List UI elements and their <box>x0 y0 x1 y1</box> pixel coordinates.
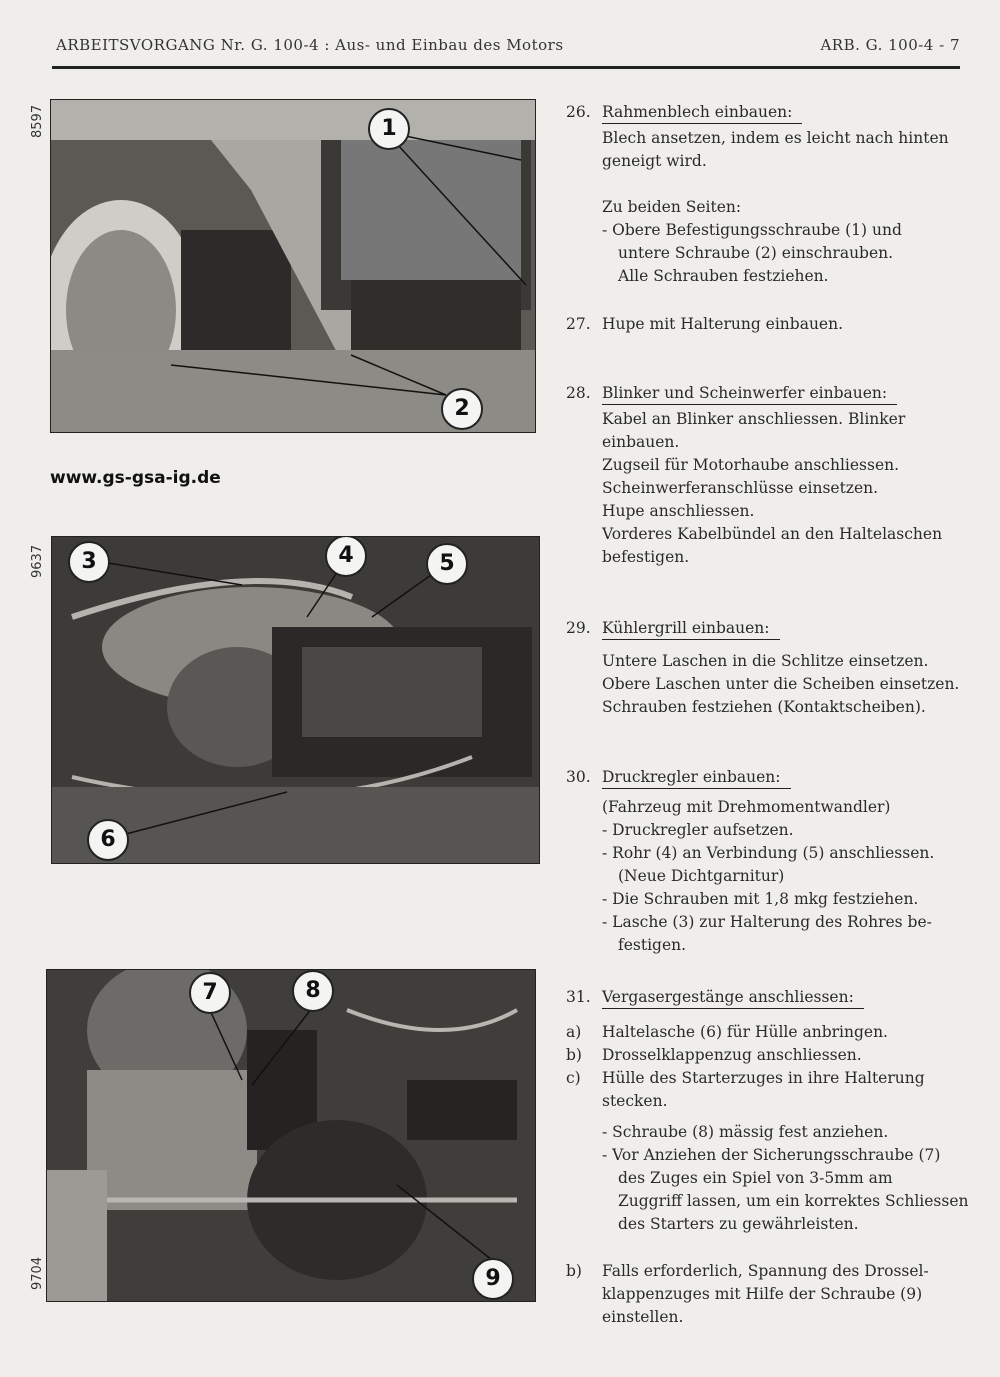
item-text: Hülle des Starterzuges in ihre Halterung <box>602 1069 925 1087</box>
step-28-line: Vorderes Kabelbündel an den Haltelaschen <box>602 525 943 543</box>
step-26-line: Alle Schrauben festziehen. <box>618 267 829 285</box>
step-26-body <box>602 127 982 288</box>
step-26-line: geneigt wird. <box>602 152 707 170</box>
step-28-line: Kabel an Blinker anschliessen. Blinker <box>602 410 906 428</box>
step-31-line: - Vor Anziehen der Sicherungsschraube (7) <box>602 1146 941 1164</box>
step-30-line: - Lasche (3) zur Halterung des Rohres be- <box>602 913 932 931</box>
item-label: b) <box>566 1046 582 1064</box>
step-28-title-text: Blinker und Scheinwerfer einbauen: <box>602 384 897 405</box>
step-29-number: 29. <box>566 619 591 637</box>
step-26-number: 26. <box>566 103 591 121</box>
photo-3-graphic <box>47 970 535 1301</box>
callout-6: 6 <box>87 819 129 861</box>
item-text: Drosselklappenzug anschliessen. <box>602 1046 862 1064</box>
step-29-line: Untere Laschen in die Schlitze einsetzen. <box>602 652 929 670</box>
callout-1: 1 <box>368 108 410 150</box>
item-label: c) <box>566 1069 581 1087</box>
callout-4: 4 <box>325 536 367 577</box>
item-text: Falls erforderlich, Spannung des Drossel- <box>602 1262 929 1280</box>
step-30-number: 30. <box>566 768 591 786</box>
photo-carburetor <box>46 969 536 1302</box>
photo-number-2: 9637 <box>30 544 45 578</box>
item-text: stecken. <box>602 1092 668 1110</box>
callout-9: 9 <box>472 1258 514 1300</box>
step-29-title <box>602 617 780 640</box>
step-29-line: Schrauben festziehen (Kontaktscheiben). <box>602 698 926 716</box>
step-31-details <box>602 1121 982 1236</box>
item-text: Haltelasche (6) für Hülle anbringen. <box>602 1023 888 1041</box>
step-27-number: 27. <box>566 315 591 333</box>
step-29-title-text: Kühlergrill einbauen: <box>602 619 780 640</box>
callout-3: 3 <box>68 541 110 583</box>
step-28-title <box>602 382 897 405</box>
step-30-line: (Neue Dichtgarnitur) <box>618 867 785 885</box>
step-26-line: untere Schraube (2) einschrauben. <box>618 244 894 262</box>
step-31-item-a <box>566 1021 888 1044</box>
step-28-body <box>602 408 982 569</box>
step-31-line: des Starters zu gewährleisten. <box>618 1215 859 1233</box>
callout-7: 7 <box>189 972 231 1014</box>
header-title: ARBEITSVORGANG Nr. G. 100-4 : Aus- und Einbau des Motors <box>56 36 564 54</box>
step-26-line: Blech ansetzen, indem es leicht nach hinten <box>602 129 949 147</box>
photo-number-3: 9704 <box>30 1256 45 1290</box>
step-31-item-c <box>566 1067 925 1113</box>
step-30-line: - Rohr (4) an Verbindung (5) anschliessen. <box>602 844 935 862</box>
step-31-title <box>602 986 864 1009</box>
photo-engine-bay-1 <box>50 99 536 433</box>
callout-5: 5 <box>426 543 468 585</box>
item-label: a) <box>566 1023 582 1041</box>
step-30-line: festigen. <box>618 936 687 954</box>
photo-2-graphic <box>52 537 539 863</box>
step-30-line: - Die Schrauben mit 1,8 mkg festziehen. <box>602 890 919 908</box>
step-26-line: - Obere Befestigungsschraube (1) und <box>602 221 902 239</box>
step-31-number: 31. <box>566 988 591 1006</box>
callout-8: 8 <box>292 970 334 1012</box>
header-page-ref: ARB. G. 100-4 - 7 <box>820 36 960 54</box>
step-29-body <box>602 650 982 719</box>
step-31-item-e <box>566 1260 929 1329</box>
item-text: einstellen. <box>602 1308 684 1326</box>
step-26-line: Zu beiden Seiten: <box>602 198 742 216</box>
step-28-line: Zugseil für Motorhaube anschliessen. <box>602 456 900 474</box>
step-31-title-text: Vergasergestänge anschliessen: <box>602 988 864 1009</box>
step-30-line: (Fahrzeug mit Drehmomentwandler) <box>602 798 891 816</box>
step-30-body <box>602 796 982 957</box>
step-29-line: Obere Laschen unter die Scheiben einsetzen. <box>602 675 960 693</box>
callout-2: 2 <box>441 388 483 430</box>
step-30-title-text: Druckregler einbauen: <box>602 768 791 789</box>
step-28-line: Hupe anschliessen. <box>602 502 755 520</box>
photo-number-1: 8597 <box>30 104 45 138</box>
header-rule <box>52 66 960 69</box>
step-31-line: des Zuges ein Spiel von 3-5mm am <box>618 1169 893 1187</box>
photo-engine-bay-2 <box>51 536 540 864</box>
step-31-line: - Schraube (8) mässig fest anziehen. <box>602 1123 889 1141</box>
item-text: klappenzuges mit Hilfe der Schraube (9) <box>602 1285 923 1303</box>
step-31-line: Zuggriff lassen, um ein korrektes Schliessen <box>618 1192 969 1210</box>
step-28-number: 28. <box>566 384 591 402</box>
step-28-line: Scheinwerferanschlüsse einsetzen. <box>602 479 879 497</box>
step-28-line: einbauen. <box>602 433 680 451</box>
website-link[interactable]: www.gs-gsa-ig.de <box>50 468 221 488</box>
step-28-line: befestigen. <box>602 548 690 566</box>
step-27-title: Hupe mit Halterung einbauen. <box>602 315 844 333</box>
step-30-line: - Druckregler aufsetzen. <box>602 821 794 839</box>
step-26-title <box>602 101 802 124</box>
step-31-item-b <box>566 1044 862 1067</box>
photo-1-graphic <box>51 100 535 432</box>
step-26-title-text: Rahmenblech einbauen: <box>602 103 802 124</box>
step-30-title <box>602 766 791 789</box>
item-label: b) <box>566 1262 582 1280</box>
